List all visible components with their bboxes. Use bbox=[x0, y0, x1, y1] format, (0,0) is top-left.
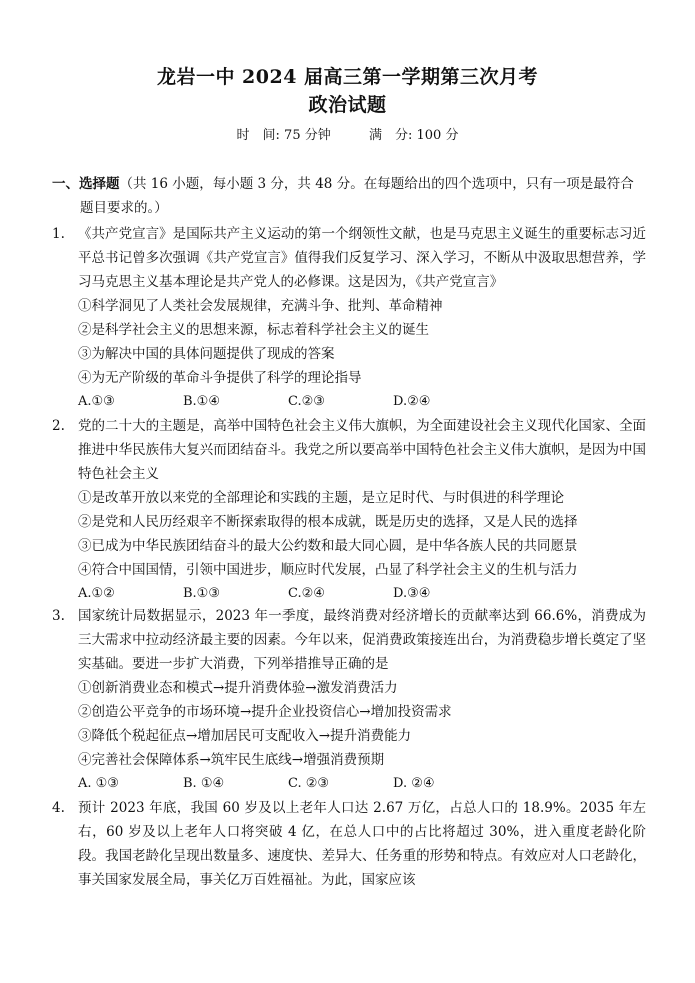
statement-option: ③为解决中国的具体问题提供了现成的答案 bbox=[78, 346, 335, 362]
section-heading bbox=[52, 172, 652, 220]
choice-c: C.②③ bbox=[288, 394, 325, 409]
statement-option: ②创造公平竞争的市场环境→提升企业投资信心→增加投资需求 bbox=[78, 704, 452, 720]
question-stem: 党的二十大的主题是，高举中国特色社会主义伟大旗帜，为全面建设社会主义现代化国家、全面推进中华民族伟大复兴而团结奋斗。我党之所以要高举中国特色社会主义伟大旗帜，是因为中国特色社会主义 bbox=[78, 418, 646, 482]
score-label: 满 分: 100 分 bbox=[369, 128, 459, 143]
statement-option: ①科学洞见了人类社会发展规律，充满斗争、批判、革命精神 bbox=[78, 298, 443, 314]
exam-title: 龙岩一中 2024 届高三第一学期第三次月考 bbox=[156, 66, 539, 88]
statement-option: ①是改革开放以来党的全部理论和实践的主题，是立足时代、与时俱进的科学理论 bbox=[78, 490, 564, 506]
question-3 bbox=[52, 604, 646, 796]
choice-a: A.①② bbox=[78, 586, 115, 601]
choice-d: D.②④ bbox=[393, 394, 431, 409]
question-stem: 《共产党宣言》是国际共产主义运动的第一个纲领性文献，也是马克思主义诞生的重要标志习近平总书记曾多次强调《共产党宣言》值得我们反复学习、深入学习，不断从中汲取思想营养，学习马克思主义基本理论是共产党人的必修课。这是因为，《共产党宣言》 bbox=[78, 226, 646, 290]
question-stem: 国家统计局数据显示，2023 年一季度，最终消费对经济增长的贡献率达到 66.6%，消费成为三大需求中拉动经济最主要的因素。今年以来，促消费政策接连出台，为消费稳步增长奠定了坚实基础。要进一步扩大消费，下列举措推导正确的是 bbox=[78, 608, 646, 672]
question-stem: 预计 2023 年底，我国 60 岁及以上老年人口达 2.67 万亿，占总人口的 18.9%。2035 年左右，60 岁及以上老年人口将突破 4 亿，在总人口中的占比将超过 30%，进入重度老龄化阶段。我国老龄化呈现出数量多、速度快、差异大、任务重的形势和特点。有效应对人口老龄化，事关国家发展全局，事关亿万百姓福祉。为此，国家应该 bbox=[78, 800, 646, 888]
statement-option: ④为无产阶级的革命斗争提供了科学的理论指导 bbox=[78, 370, 362, 386]
question-number: 4. bbox=[52, 800, 65, 816]
section-head: 一、选择题 bbox=[52, 176, 120, 192]
question-number: 1. bbox=[52, 226, 65, 242]
section-desc-line1: （共 16 小题，每小题 3 分，共 48 分。在每题给出的四个选项中，只有一项是最符合 bbox=[119, 176, 634, 192]
statement-option: ③降低个税起征点→增加居民可支配收入→提升消费能力 bbox=[78, 728, 412, 744]
question-number: 3. bbox=[52, 608, 65, 624]
exam-meta bbox=[0, 124, 695, 143]
choice-b: B.①③ bbox=[183, 586, 220, 601]
time-label: 时 间: 75 分钟 bbox=[236, 128, 331, 143]
answer-choices bbox=[78, 390, 646, 414]
question-1 bbox=[52, 222, 646, 414]
answer-choices bbox=[78, 772, 646, 796]
choice-d: D. ②④ bbox=[393, 776, 435, 791]
statement-option: ③已成为中华民族团结奋斗的最大公约数和最大同心圆，是中华各族人民的共同愿景 bbox=[78, 538, 578, 554]
exam-subtitle: 政治试题 bbox=[308, 94, 387, 116]
statement-option: ④符合中国国情，引领中国进步，顺应时代发展，凸显了科学社会主义的生机与活力 bbox=[78, 562, 578, 578]
choice-d: D.③④ bbox=[393, 586, 431, 601]
choice-c: C.②④ bbox=[288, 586, 325, 601]
statement-option: ②是科学社会主义的思想来源，标志着科学社会主义的诞生 bbox=[78, 322, 429, 338]
choice-c: C. ②③ bbox=[288, 776, 330, 791]
statement-option: ②是党和人民历经艰辛不断探索取得的根本成就，既是历史的选择，又是人民的选择 bbox=[78, 514, 578, 530]
question-number: 2. bbox=[52, 418, 65, 434]
statement-option: ④完善社会保障体系→筑牢民生底线→增强消费预期 bbox=[78, 752, 385, 768]
question-4 bbox=[52, 796, 646, 892]
answer-choices bbox=[78, 582, 646, 606]
statement-option: ①创新消费业态和模式→提升消费体验→激发消费活力 bbox=[78, 680, 398, 696]
choice-a: A.①③ bbox=[78, 394, 115, 409]
section-desc-line2: 题目要求的。） bbox=[80, 200, 168, 216]
choice-a: A. ①③ bbox=[78, 776, 119, 791]
choice-b: B. ①④ bbox=[183, 776, 225, 791]
choice-b: B.①④ bbox=[183, 394, 220, 409]
question-2 bbox=[52, 414, 646, 606]
